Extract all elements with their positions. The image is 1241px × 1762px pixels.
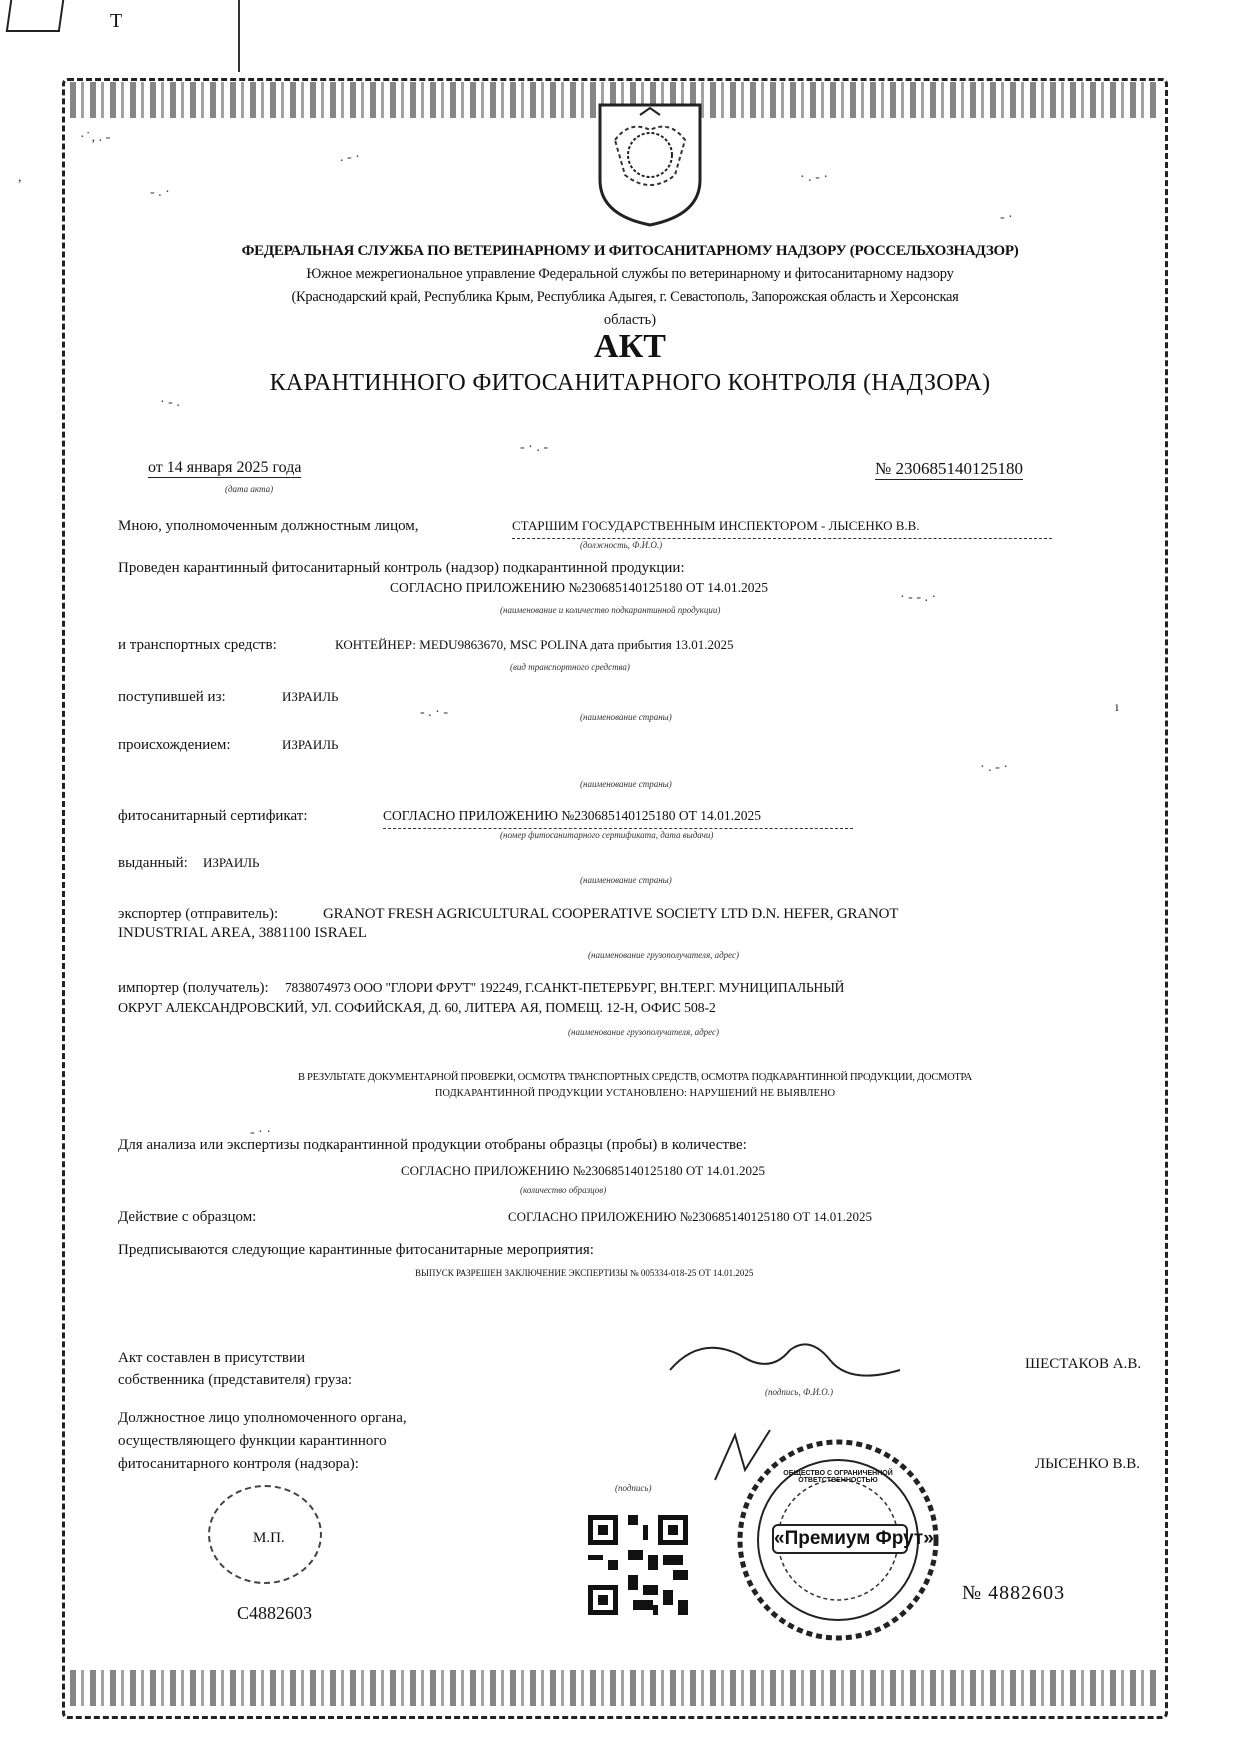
issued-caption: (наименование страны) — [580, 875, 672, 885]
importer-caption: (наименование грузополучателя, адрес) — [568, 1027, 720, 1037]
importer-label: импортер (получатель): — [118, 980, 269, 996]
stamp-center-text: «Премиум Фрут» — [772, 1524, 908, 1554]
scan-noise: · . ‐ · — [980, 760, 1008, 775]
punch-line — [238, 0, 240, 72]
department-line: Южное межрегиональное управление Федеральной службы по ветеринарному и фитосанитарному надзору — [306, 266, 954, 282]
transport-value: КОНТЕЙНЕР: MEDU9863670, MSC POLINA дата прибытия 13.01.2025 — [335, 637, 734, 652]
scan-noise: · ‐ . — [160, 395, 180, 410]
scan-noise: ‐ . · ‐ — [420, 705, 448, 720]
serial-left: С4882603 — [237, 1603, 313, 1623]
result-line-1: В РЕЗУЛЬТАТЕ ДОКУМЕНТАРНОЙ ПРОВЕРКИ, ОСМОТРА ТРАНСПОРТНЫХ СРЕДСТВ, ОСМОТРА ПОДКАРАНТИННОЙ ПРОДУКЦИИ, ДОСМОТРА — [298, 1072, 972, 1083]
official-caption: (подпись) — [615, 1483, 652, 1493]
issued-label: выданный: — [118, 855, 188, 871]
samples-label: Для анализа или экспертизы подкарантинной продукции отобраны образцы (пробы) в количестве: — [118, 1137, 747, 1153]
act-date-caption: (дата акта) — [225, 484, 274, 494]
owner-label-2: собственника (представителя) груза: — [118, 1372, 353, 1388]
act-number: № 230685140125180 — [875, 459, 1023, 478]
transport-label: и транспортных средств: — [118, 637, 277, 653]
origin-value: ИЗРАИЛЬ — [282, 737, 339, 752]
serial-right: № 4882603 — [962, 1582, 1066, 1604]
action-label: Действие с образцом: — [118, 1209, 257, 1225]
importer-value: 7838074973 ООО "ГЛОРИ ФРУТ" 192249, Г.САНКТ-ПЕТЕРБУРГ, ВН.ТЕР.Г. МУНИЦИПАЛЬНЫЙ — [285, 980, 845, 995]
document-type: АКТ — [594, 328, 666, 365]
document-title: КАРАНТИННОГО ФИТОСАНИТАРНОГО КОНТРОЛЯ (НАДЗОРА) — [269, 370, 991, 396]
inspector-value: СТАРШИМ ГОСУДАРСТВЕННЫМ ИНСПЕКТОРОМ - ЛЫСЕНКО В.В. — [512, 518, 920, 533]
certificate-rule — [383, 828, 853, 829]
inspector-caption: (должность, Ф.И.О.) — [580, 540, 663, 550]
origin-label: происхождением: — [118, 737, 231, 753]
owner-caption: (подпись, Ф.И.О.) — [765, 1387, 834, 1397]
samples-value: СОГЛАСНО ПРИЛОЖЕНИЮ №230685140125180 ОТ 14.01.2025 — [401, 1163, 765, 1178]
exporter-label: экспортер (отправитель): — [118, 906, 279, 922]
mp-label: М.П. — [253, 1530, 285, 1546]
scan-noise: ‐ · — [1000, 210, 1013, 225]
result-line-2: ПОДКАРАНТИННОЙ ПРОДУКЦИИ УСТАНОВЛЕНО: НАРУШЕНИЙ НЕ ВЫЯВЛЕНО — [434, 1088, 836, 1099]
importer-value-2: ОКРУГ АЛЕКСАНДРОВСКИЙ, УЛ. СОФИЙСКАЯ, Д. 60, ЛИТЕРА АЯ, ПОМЕЩ. 12-Н, ОФИС 508-2 — [118, 1001, 716, 1016]
scan-noise: ı — [1115, 700, 1119, 715]
from-caption: (наименование страны) — [580, 712, 672, 722]
from-label: поступившей из: — [118, 689, 226, 705]
measures-value: ВЫПУСК РАЗРЕШЕН ЗАКЛЮЧЕНИЕ ЭКСПЕРТИЗЫ № 005334-018-25 ОТ 14.01.2025 — [415, 1268, 754, 1278]
owner-name: ШЕСТАКОВ А.В. — [1025, 1356, 1142, 1372]
scan-noise: , — [18, 170, 22, 185]
official-label-1: Должностное лицо уполномоченного органа, — [118, 1410, 407, 1426]
action-value: СОГЛАСНО ПРИЛОЖЕНИЮ №230685140125180 ОТ 14.01.2025 — [508, 1209, 872, 1224]
ornament-bottom-band — [70, 1670, 1158, 1706]
scan-noise: · . ‐ · — [800, 170, 828, 185]
exporter-value-2: INDUSTRIAL AREA, 3881100 ISRAEL — [118, 925, 367, 941]
official-label-3: фитосанитарного контроля (надзора): — [118, 1456, 359, 1472]
official-name: ЛЫСЕНКО В.В. — [1035, 1456, 1140, 1472]
act-date: от 14 января 2025 года — [148, 459, 302, 476]
scan-noise: ‐ . · — [150, 185, 170, 200]
scan-noise: · ̇ , . ‐ — [80, 130, 111, 145]
qr-code — [583, 1510, 693, 1620]
measures-label: Предписываются следующие карантинные фитосанитарные мероприятия: — [118, 1242, 594, 1258]
stamp-ring-text: ОБЩЕСТВО С ОГРАНИЧЕННОЙ ОТВЕТСТВЕННОСТЬЮ — [783, 1470, 893, 1484]
certificate-value: СОГЛАСНО ПРИЛОЖЕНИЮ №230685140125180 ОТ 14.01.2025 — [383, 808, 761, 823]
from-value: ИЗРАИЛЬ — [282, 689, 339, 704]
inspector-rule — [512, 538, 1052, 539]
owner-label-1: Акт составлен в присутствии — [118, 1350, 306, 1366]
inspector-label: Мною, уполномоченным должностным лицом, — [118, 518, 419, 534]
issued-value: ИЗРАИЛЬ — [203, 855, 260, 870]
samples-caption: (количество образцов) — [520, 1185, 607, 1195]
corner-mark: Т — [110, 10, 123, 32]
agency-line: ФЕДЕРАЛЬНАЯ СЛУЖБА ПО ВЕТЕРИНАРНОМУ И ФИТОСАНИТАРНОМУ НАДЗОРУ (РОССЕЛЬХОЗНАДЗОР) — [241, 243, 1019, 259]
certificate-caption: (номер фитосанитарного сертификата, дата выдачи) — [500, 830, 714, 840]
region-line: (Краснодарский край, Республика Крым, Республика Адыгея, г. Севастополь, Запорожская область и Херсонская — [291, 289, 959, 305]
certificate-label: фитосанитарный сертификат: — [118, 808, 308, 824]
origin-caption: (наименование страны) — [580, 779, 672, 789]
control-label: Проведен карантинный фитосанитарный контроль (надзор) подкарантинной продукции: — [118, 560, 685, 576]
official-label-2: осуществляющего функции карантинного — [118, 1433, 387, 1449]
transport-caption: (вид транспортного средства) — [510, 662, 630, 672]
coat-of-arms-emblem — [595, 100, 705, 230]
scan-noise: · ‐ ‐ . · — [900, 590, 937, 605]
region-line-2: область) — [603, 312, 657, 328]
scan-noise: ‐ · . ‐ — [520, 440, 548, 455]
control-caption: (наименование и количество подкарантинной продукции) — [500, 605, 721, 615]
exporter-caption: (наименование грузополучателя, адрес) — [588, 950, 740, 960]
scan-noise: ‐ · · — [250, 1125, 271, 1140]
control-value: СОГЛАСНО ПРИЛОЖЕНИЮ №230685140125180 ОТ 14.01.2025 — [390, 580, 768, 595]
exporter-value: GRANOT FRESH AGRICULTURAL COOPERATIVE SOCIETY LTD D.N. HEFER, GRANOT — [323, 906, 899, 922]
scan-noise: . ‐ · — [340, 150, 360, 165]
corner-bracket — [6, 0, 64, 32]
